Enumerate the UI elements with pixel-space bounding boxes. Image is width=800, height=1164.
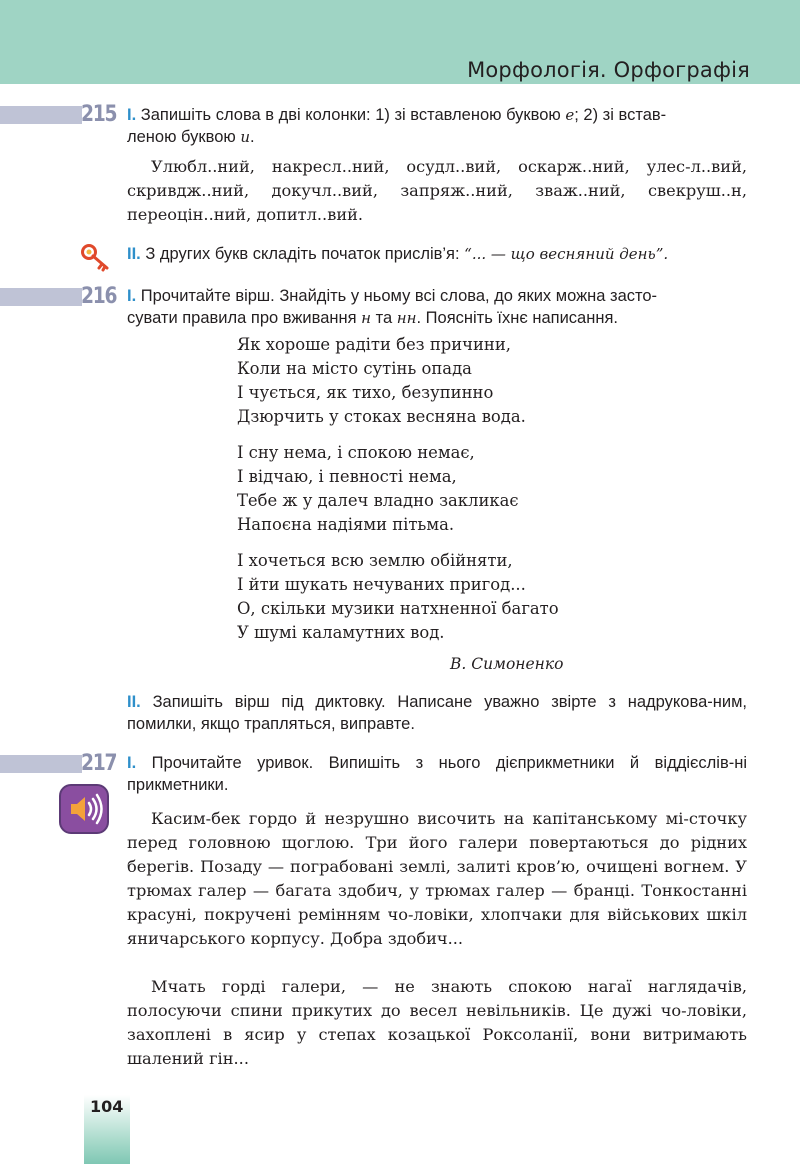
poem-line: І чується, як тихо, безупинно — [237, 383, 494, 402]
poem-line: Як хороше радіти без причини, — [237, 335, 511, 354]
page-number: 104 — [90, 1097, 124, 1116]
audio-icon[interactable] — [58, 783, 110, 835]
key-icon — [80, 243, 114, 273]
exercise-number-215: 215 — [81, 102, 117, 127]
exercise-216-task-1: I. Прочитайте вірш. Знайдіть у ньому всі слова, до яких можна засто- сувати правила про вживання н та нн. Поясніть їхнє написання. — [127, 287, 658, 327]
exercise-215-task-1: I. Запишіть слова в дві колонки: 1) зі вставленою буквою е; 2) зі встав- леною буквою и. — [127, 106, 667, 146]
exercise-number-217: 217 — [81, 751, 117, 776]
roman-numeral: I. — [127, 287, 137, 305]
exercise-marker-bar — [0, 755, 82, 773]
exercise-216-task-2: II. Запишіть вірш під диктовку. Написане уважно звірте з надрукова-ним, помилки, якщо трапляться, виправте. — [127, 693, 747, 733]
poem-stanza-1 — [237, 333, 657, 429]
exercise-217-paragraph-2: Мчать горді галери, — не знають спокою нагаї наглядачів, полосуючи спини прикутих до весел невільників. Це дужі чо-ловіки, захоплені в ясир у степах козацької Роксоланії, вони витримають шалений гін... — [127, 977, 747, 1068]
poem-line: У шумі каламутних вод. — [237, 623, 445, 642]
poem-line: Коли на місто сутінь опада — [237, 359, 472, 378]
exercise-215-words: Улюбл..ний, накресл..ний, осудл..вий, оскарж..ний, улес-л..вий, скривдж..ний, докучл..вий, запряж..ний, зваж..ний, свекруш..н, переоцін..ний, допитл..вий. — [127, 157, 747, 224]
roman-numeral: II. — [127, 693, 141, 711]
poem-stanza-3 — [237, 549, 657, 645]
exercise-217-paragraph-1: Касим-бек гордо й незрушно височить на капітанському мі-сточку перед головною щоглою. Три його галери повертаються до рідних берегів. Позаду — пограбовані землі, залиті кров’ю, очищені вогнем. У трюмах галер — багата здобич, у трюмах галер — бранці. Тонкостанні красуні, покручені ремінням чо-ловіки, хлопчаки для військових шкіл яничарського корпусу. Добра здобич... — [127, 809, 747, 948]
poem-stanza-2 — [237, 441, 657, 537]
poem-line: І хочеться всю землю обійняти, — [237, 551, 513, 570]
roman-numeral: I. — [127, 106, 137, 124]
poem-line: І відчаю, і певності нема, — [237, 467, 457, 486]
poem-line: І сну нема, і спокою немає, — [237, 443, 475, 462]
exercise-marker-bar — [0, 106, 82, 124]
poem-line: О, скільки музики натхненної багато — [237, 599, 559, 618]
poem-line: І йти шукать нечуваних пригод... — [237, 575, 526, 594]
poem-line: Напоєна надіями пітьма. — [237, 515, 455, 534]
exercise-number-216: 216 — [81, 284, 117, 309]
poem-line: Тебе ж у далеч владно закликає — [237, 491, 519, 510]
roman-numeral: I. — [127, 754, 137, 772]
page-title: Морфологія. Орфографія — [467, 58, 750, 82]
poem-line: Дзюрчить у стоках весняна вода. — [237, 407, 526, 426]
exercise-215-task-2: II. З других букв складіть початок прислів’я: “... — що весняний день”. — [127, 245, 669, 263]
exercise-marker-bar — [0, 288, 82, 306]
roman-numeral: II. — [127, 245, 141, 263]
exercise-217-task-1: I. Прочитайте уривок. Випишіть з нього дієприкметники й віддієслів-ні прикметники. — [127, 754, 747, 794]
poem-author: В. Симоненко — [450, 655, 564, 673]
